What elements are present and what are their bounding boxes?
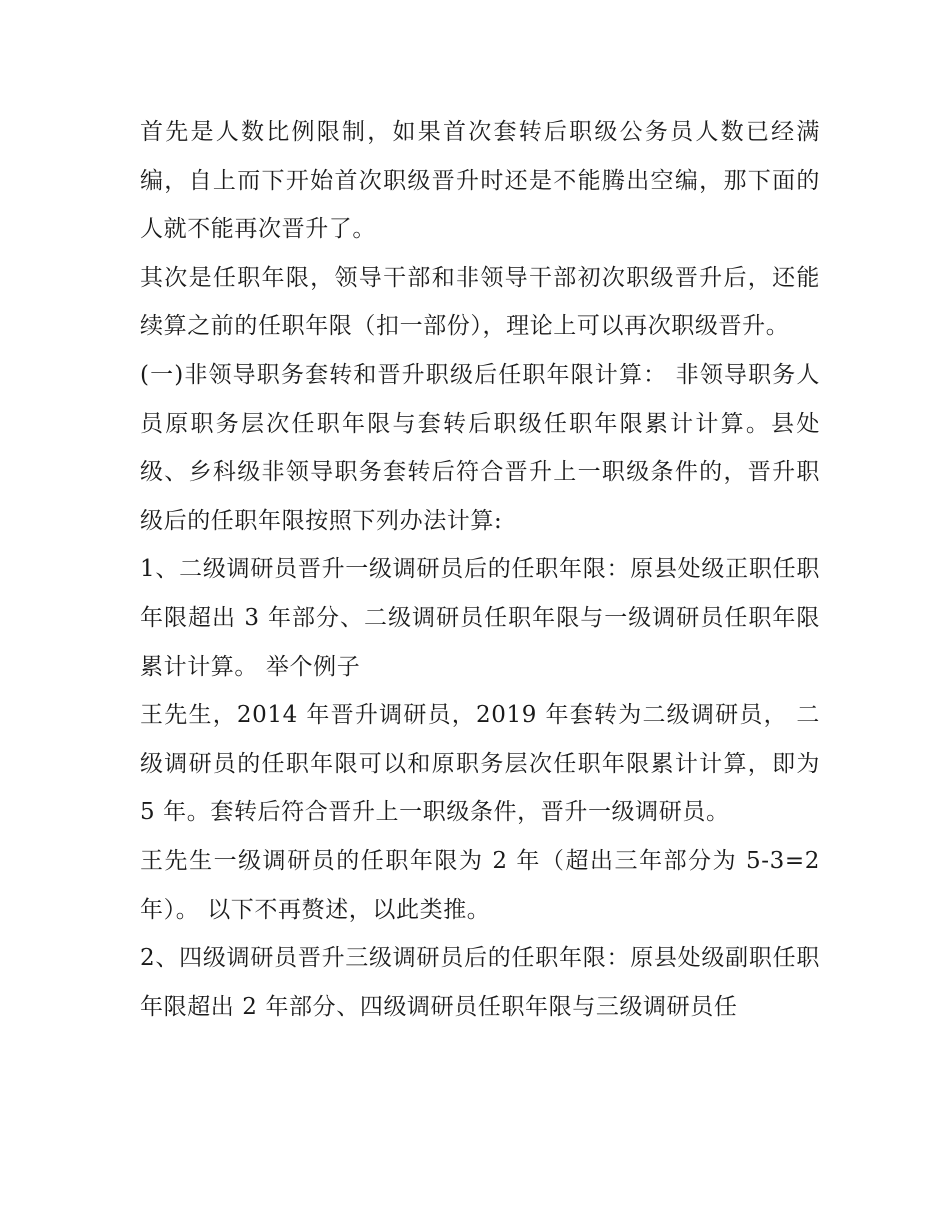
paragraph-example: 王先生，2014 年晋升调研员，2019 年套转为二级调研员， 二级调研员的任职年限可以和原职务层次任职年限累计计算，即为 5 年。套转后符合晋升上一职级条件，晋升一级调研员。 — [140, 702, 820, 826]
paragraph-example-result: 王先生一级调研员的任职年限为 2 年（超出三年部分为 5-3=2 年）。 以下不再赘述，以此类推。 — [140, 847, 820, 923]
paragraph-quota-limit: 首先是人数比例限制，如果首次套转后职级公务员人数已经满编，自上而下开始首次职级晋升时还是不能腾出空编，那下面的人就不能再次晋升了。 — [140, 119, 820, 243]
paragraph-item-one: 1、二级调研员晋升一级调研员后的任职年限：原县处级正职任职年限超出 3 年部分、二级调研员任职年限与一级调研员任职年限累计计算。 举个例子 — [140, 556, 820, 680]
paragraph-section-one: (一)非领导职务套转和晋升职级后任职年限计算： 非领导职务人员原职务层次任职年限与套转后职级任职年限累计计算。县处级、乡科级非领导职务套转后符合晋升上一职级条件的，晋升职级后的任职年限按照下列办法计算: — [140, 361, 820, 534]
document-body — [140, 108, 820, 1031]
paragraph-item-two: 2、四级调研员晋升三级调研员后的任职年限：原县处级副职任职年限超出 2 年部分、四级调研员任职年限与三级调研员任 — [140, 945, 820, 1020]
paragraph-tenure-limit: 其次是任职年限，领导干部和非领导干部初次职级晋升后，还能续算之前的任职年限（扣一部份），理论上可以再次职级晋升。 — [140, 264, 820, 340]
